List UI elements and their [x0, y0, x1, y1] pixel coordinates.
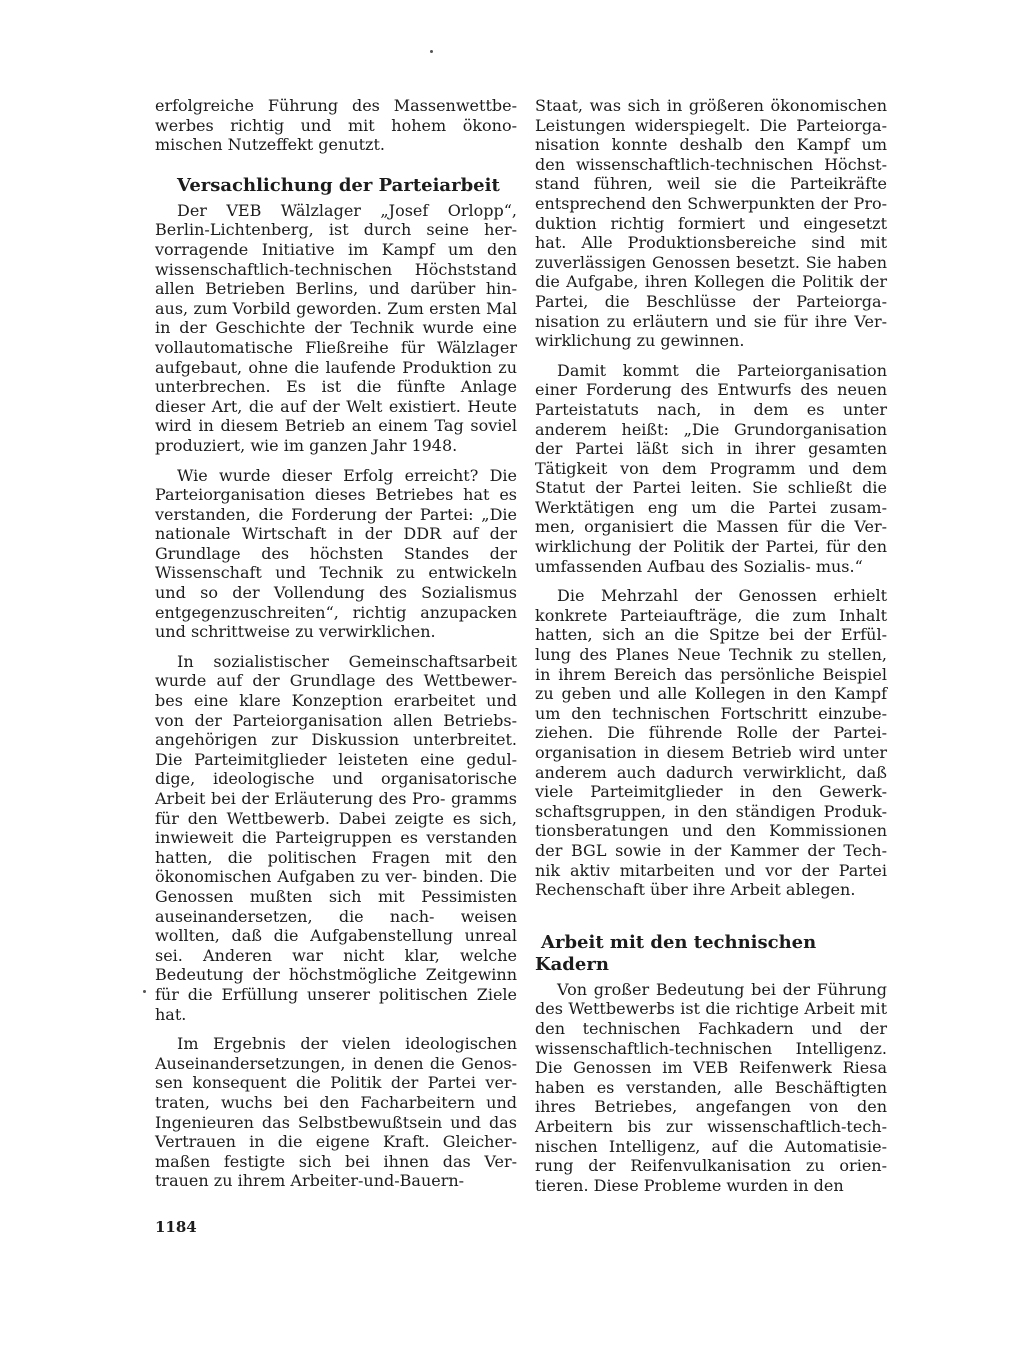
body-paragraph: Im Ergebnis der vielen ideologischen Auseinandersetzungen, in denen die Genos- sen konsequent die Politik der Partei ver- traten, wuchs bei den Facharbeitern und Ingenieuren das Selbstbewußtsein und das Vertrauen in die eigene Kraft. Gleicher- maßen festigte sich bei ihnen das Ver- trauen zu ihrem Arbeiter-und-Bauern- — [155, 1034, 517, 1191]
page-number: 1184 — [155, 1218, 197, 1236]
body-paragraph: Der VEB Wälzlager „Josef Orlopp“, Berlin-Lichtenberg, ist durch seine her- vorragende Initiative im Kampf um den wissenschaftlich-technischen Höchststand allen Betrieben Berlins, und darüber hin- aus, zum Vorbild geworden. Zum ersten Mal in der Geschichte der Technik wurde eine vollautomatische Fließreihe für Wälzlager aufgebaut, ohne die laufende Produktion zu unterbrechen. Es ist die fünfte Anlage dieser Art, die auf der Welt existiert. Heute wird in diesem Betrieb an einem Tag soviel produziert, wie im ganzen Jahr 1948. — [155, 200, 517, 455]
right-column — [535, 96, 887, 1205]
body-paragraph: In sozialistischer Gemeinschaftsarbeit wurde auf der Grundlage des Wettbewer- bes eine klare Konzeption erarbeitet und von der Parteiorganisation allen Betriebs- angehörigen zur Diskussion unterbreitet. Die Parteimitglieder leisteten eine gedul- dige, ideologische und organisatorische Arbeit bei der Erläuterung des Pro- gramms für den Wettbewerb. Dabei zeigte es sich, inwieweit die Parteigruppen es verstanden hatten, die politischen Fragen mit den ökonomischen Aufgaben zu ver- binden. Die Genossen mußten sich mit Pessimisten auseinandersetzen, die nach- weisen wollten, daß die Aufgabenstellung unreal sei. Anderen war nicht klar, welche Bedeutung der höchstmögliche Zeitgewinn für die Erfüllung unserer politischen Ziele hat. — [155, 651, 517, 1024]
scan-speck — [430, 50, 433, 53]
body-paragraph: Wie wurde dieser Erfolg erreicht? Die Parteiorganisation dieses Betriebes hat es verstanden, die Forderung der Partei: „Die nationale Wirtschaft in der DDR auf der Grundlage des höchsten Standes der Wissenschaft und Technik zu entwickeln und so der Vollendung des Sozialismus entgegenzuschreiten“, richtig anzupacken und schrittweise zu verwirklichen. — [155, 465, 517, 642]
intro-paragraph: erfolgreiche Führung des Massenwettbe- werbes richtig und mit hohem ökono- mischen Nutzeffekt genutzt. — [155, 96, 517, 155]
body-paragraph: Staat, was sich in größeren ökonomischen Leistungen widerspiegelt. Die Parteiorga- nisation konnte deshalb den Kampf um den wissenschaftlich-technischen Höchst- stand führen, weil sie die Parteikräfte entsprechend den Schwerpunkten der Pro- duktion richtig formiert und eingesetzt hat. Alle Produktionsbereiche sind mit zuverlässigen Genossen besetzt. Sie haben die Aufgabe, ihren Kollegen die Politik der Partei, die Beschlüsse der Parteiorga- nisation zu erläutern und sie für ihre Ver- wirklichung zu gewinnen. — [535, 96, 887, 351]
scan-speck — [143, 990, 146, 993]
section-heading-technische-kader: Arbeit mit den technischen Kadern — [535, 931, 817, 975]
body-paragraph: Die Mehrzahl der Genossen erhielt konkrete Parteiaufträge, die zum Inhalt hatten, sich an die Spitze bei der Erfül- lung des Planes Neue Technik zu stellen, in ihrem Bereich das persönliche Beispiel zu geben und alle Kollegen in den Kampf um den technischen Fortschritt einzube- ziehen. Die führende Rolle der Partei- organisation in diesem Betrieb wird unter anderem auch dadurch verwirklicht, daß viele Parteimitglieder in den Gewerk- schaftsgruppen, in den ständigen Produk- tionsberatungen und den Kommissionen der BGL sowie in der Kammer der Tech- nik aktiv mitarbeiten und vor der Partei Rechenschaft über ihre Arbeit ablegen. — [535, 586, 887, 900]
body-paragraph: Von großer Bedeutung bei der Führung des Wettbewerbs ist die richtige Arbeit mit den technischen Fachkadern und der wissenschaftlich-technischen Intelligenz. Die Genossen im VEB Reifenwerk Riesa haben es verstanden, alle Beschäftigten ihres Betriebes, angefangen von den Arbeitern bis zur wissenschaftlich-tech- nischen Intelligenz, auf die Automatisie- rung der Reifenvulkanisation zu orien- tieren. Diese Probleme wurden in den — [535, 979, 887, 1195]
section-heading-versachlichung: Versachlichung der Parteiarbeit — [177, 174, 500, 196]
body-paragraph: Damit kommt die Parteiorganisation einer Forderung des Entwurfs des neuen Parteistatuts nach, in dem es unter anderem heißt: „Die Grundorganisation der Partei läßt sich in ihrer gesamten Tätigkeit von dem Programm und dem Statut der Partei leiten. Sie schließt die Werktätigen eng um die Partei zusam- men, organisiert die Massen für die Ver- wirklichung der Politik der Partei, für den umfassenden Aufbau des Sozialis- mus.“ — [535, 360, 887, 576]
left-column — [155, 96, 517, 1201]
